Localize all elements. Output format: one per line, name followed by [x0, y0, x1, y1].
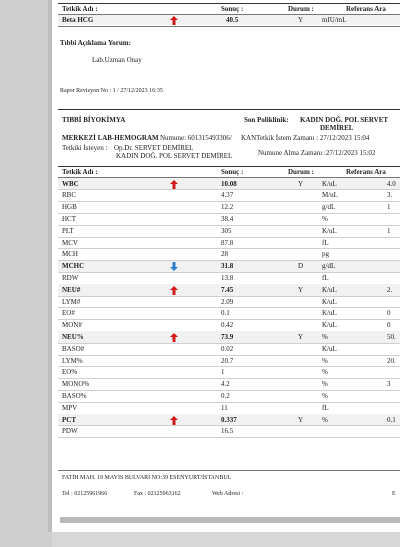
table-row-divider — [58, 296, 400, 297]
row-result-value: 1 — [221, 368, 225, 377]
row-unit: % — [322, 332, 328, 341]
row-test-name: MCH — [62, 250, 78, 259]
table-row-divider — [58, 378, 400, 379]
row-test-name: WBC — [62, 179, 79, 188]
sample-number: Numune: 601315493306/ — [160, 134, 232, 142]
table-row-divider — [58, 343, 400, 344]
row-unit: K/uL — [322, 309, 337, 318]
row-test-name: MCV — [62, 238, 78, 247]
row-test-name: BASO# — [62, 344, 85, 353]
row-test-name: HCT — [62, 214, 76, 223]
row-test-name: MON# — [62, 321, 82, 330]
row-result-value: 0.02 — [221, 344, 234, 353]
table-row-divider — [58, 390, 400, 391]
viewer-bottom-area — [52, 532, 400, 547]
scroll-track — [60, 517, 400, 523]
sample-time: Numune Alma Zamanı :27/12/2023 15:02 — [258, 149, 376, 157]
row-test-name: NEU% — [62, 332, 84, 341]
row-result-value: 20.7 — [221, 356, 234, 365]
row-test-name: EO% — [62, 368, 78, 377]
row-unit: % — [322, 415, 328, 424]
table-row-divider — [58, 272, 400, 273]
row-unit: % — [322, 391, 328, 400]
row-test-name: PLT — [62, 226, 74, 235]
row-test-name: EO# — [62, 309, 75, 318]
arrow-up-icon — [170, 180, 178, 189]
comment-signer: Lab.Uzman Onay — [92, 56, 142, 64]
requester-line2: KADIN DOĞ. POL SERVET DEMİREL — [116, 152, 233, 160]
row-result-value: 31.8 — [221, 262, 234, 271]
row-reference: 20. — [387, 356, 396, 365]
row-reference: 50. — [387, 332, 396, 341]
top-divider — [58, 3, 400, 4]
arrow-up-icon — [170, 416, 178, 425]
row-test-name: RBC — [62, 191, 77, 200]
row-test-name: NEU# — [62, 285, 81, 294]
row-unit: K/uL — [322, 344, 337, 353]
report-revision: Rapor Revizyon No : 1 / 27/12/2023 16:35 — [60, 88, 163, 94]
row-status-flag: Y — [298, 179, 304, 188]
table-row-divider — [58, 366, 400, 367]
table-row-divider — [58, 307, 400, 308]
header-ref: Referans Ara — [346, 168, 386, 176]
row-result-value: 10.08 — [221, 179, 237, 188]
row-result-value: 28 — [221, 250, 228, 259]
report-page — [52, 0, 400, 532]
row-unit: fL — [322, 238, 329, 247]
row-test-name: MONO% — [62, 380, 90, 389]
table-row-divider — [58, 213, 400, 214]
top-header-result: Sonuç : — [221, 5, 244, 13]
table-row-divider — [58, 402, 400, 403]
top-row-name: Beta HCG — [62, 16, 94, 24]
footer-tel: Tel : 02125961966 — [62, 491, 108, 497]
row-test-name: MCHC — [62, 262, 85, 271]
row-result-value: 11 — [221, 403, 228, 412]
row-reference: 1 — [387, 226, 391, 235]
row-result-value: 305 — [221, 226, 232, 235]
arrow-down-icon — [170, 262, 178, 271]
table-row-divider — [58, 189, 400, 190]
request-time: KANTetkik İstem Zamanı : 27/12/2023 15:04 — [241, 134, 370, 142]
footer-fax: Fax : 02125963162 — [134, 491, 181, 497]
table-row-divider — [58, 201, 400, 202]
header-result: Sonuç : — [221, 168, 244, 176]
row-test-name: LYM% — [62, 356, 83, 365]
requester-line1: Op.Dr. SERVET DEMİREL — [114, 144, 194, 152]
arrow-up-icon — [170, 16, 178, 25]
row-result-value: 38.4 — [221, 214, 234, 223]
footer-address: FATİH MAH. 19 MAYIS BULVARI NO:39 ESENYURT/İSTANBUL — [62, 475, 232, 481]
row-result-value: 4.37 — [221, 191, 234, 200]
row-unit: pg — [322, 250, 329, 259]
row-result-value: 0.42 — [221, 321, 234, 330]
row-result-value: 0.337 — [221, 415, 237, 424]
row-result-value: 12.2 — [221, 203, 234, 212]
top-header-ref: Referans Ara — [346, 5, 386, 13]
section-top-divider — [58, 109, 400, 110]
arrow-up-icon — [170, 286, 178, 295]
top-row-divider — [58, 26, 400, 27]
table-row-divider — [58, 319, 400, 320]
row-test-name: MPV — [62, 403, 78, 412]
row-test-name: PDW — [62, 427, 78, 436]
top-row-flag: Y — [298, 16, 304, 24]
footer-web: Web Adresi : — [212, 491, 244, 497]
row-result-value: 73.9 — [221, 332, 234, 341]
row-unit: g/dL — [322, 262, 336, 271]
row-result-value: 87.8 — [221, 238, 234, 247]
top-header-status: Durum : — [288, 5, 314, 13]
row-status-flag: Y — [298, 332, 304, 341]
row-unit: K/uL — [322, 179, 337, 188]
row-status-flag: Y — [298, 415, 304, 424]
row-reference: 0 — [387, 309, 391, 318]
row-reference: 2. — [387, 285, 393, 294]
row-status-flag: D — [298, 262, 304, 271]
row-result-value: 2.09 — [221, 297, 234, 306]
row-reference: 0 — [387, 321, 391, 330]
footer-trail: E — [392, 491, 396, 497]
row-status-flag: Y — [298, 285, 304, 294]
header-status: Durum : — [288, 168, 314, 176]
row-unit: M/uL — [322, 191, 338, 200]
header-test: Tetkik Adı : — [62, 168, 98, 176]
table-row-divider — [58, 248, 400, 249]
department-name: TIBBİ BİYOKİMYA — [62, 116, 126, 124]
table-row-divider — [58, 355, 400, 356]
row-unit: % — [322, 214, 328, 223]
clinic-label: Son Poliklinik: — [244, 116, 289, 124]
row-unit: g/dL — [322, 203, 336, 212]
row-reference: 3. — [387, 191, 393, 200]
row-unit: fL — [322, 273, 329, 282]
top-header-test: Tetkik Adı : — [62, 5, 98, 13]
table-row-divider — [58, 425, 400, 426]
comment-title: Tıbbi Açıklama Yorum: — [60, 39, 131, 47]
row-unit: % — [322, 356, 328, 365]
table-row-divider — [58, 437, 400, 438]
table-top-divider — [58, 166, 400, 167]
row-result-value: 16.5 — [221, 427, 234, 436]
clinic-value-line1: KADIN DOĞ. POL SERVET — [300, 116, 389, 124]
arrow-up-icon — [170, 333, 178, 342]
row-unit: K/uL — [322, 321, 337, 330]
row-result-value: 7.45 — [221, 285, 234, 294]
row-test-name: BASO% — [62, 391, 87, 400]
requester-label: Tetkiki İsteyen : — [62, 144, 108, 152]
row-test-name: PCT — [62, 415, 76, 424]
row-result-value: 13.8 — [221, 273, 234, 282]
top-row-unit: mIU/mL — [322, 16, 347, 24]
row-unit: K/uL — [322, 297, 337, 306]
top-row-value: 40.5 — [226, 16, 239, 24]
row-unit: fL — [322, 403, 329, 412]
footer-divider — [58, 470, 400, 471]
row-test-name: RDW — [62, 273, 79, 282]
row-reference: 1 — [387, 203, 391, 212]
table-row-divider — [58, 225, 400, 226]
row-reference: 4.0 — [387, 179, 396, 188]
row-result-value: 0.2 — [221, 391, 230, 400]
clinic-value-line2: DEMİREL — [320, 124, 354, 132]
table-row-divider — [58, 237, 400, 238]
row-reference: 0.1 — [387, 415, 396, 424]
row-result-value: 4.2 — [221, 380, 230, 389]
row-result-value: 0.1 — [221, 309, 230, 318]
row-unit: % — [322, 380, 328, 389]
row-unit: K/uL — [322, 226, 337, 235]
row-reference: 3 — [387, 380, 391, 389]
row-test-name: LYM# — [62, 297, 81, 306]
row-test-name: HGB — [62, 203, 77, 212]
lab-name: MERKEZİ LAB-HEMOGRAM — [62, 134, 159, 142]
row-unit: K/uL — [322, 285, 337, 294]
row-unit: % — [322, 368, 328, 377]
